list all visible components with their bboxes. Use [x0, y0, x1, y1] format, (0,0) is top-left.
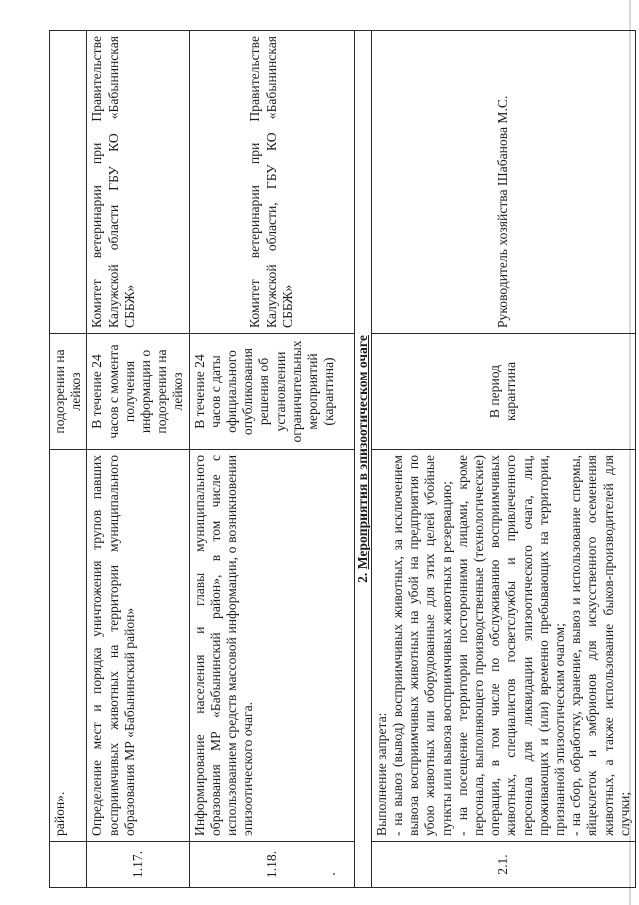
event-text: Определение мест и порядка уничтожения трупов павших восприимчивых животных на территории муниципального образования МР «Бабынинский район» [87, 450, 189, 842]
prohibition-item: - на посещение территории посторонними лицами, кроме персонала, выполняющего производственные (технологические) операции, в том числе по обслуживанию восприимчивых животных, специалистов госветслужбы и привлеченного персонала для ликвидации эпизоотического очага, лиц, проживающих и (или) временно пребывающих на территории, признанной эпизоотическим очагом; [454, 455, 568, 836]
measures-table [49, 30, 636, 888]
section-title: Мероприятия в эпизоотическом очаге [354, 335, 370, 570]
responsible-text [50, 31, 87, 334]
row-number: 1.18. [189, 842, 354, 888]
table-row [50, 31, 87, 888]
row-number [50, 842, 87, 888]
table-row [87, 31, 189, 888]
responsible-text: Комитет ветеринарии при Правительстве Калужской области ГБУ КО «Бабынинская СББЖ» [87, 31, 189, 334]
time-text: В период карантина [371, 334, 635, 450]
rotated-document-page [49, 31, 632, 888]
table-row [189, 31, 354, 888]
responsible-text: Руководитель хозяйства Шабанова М.С. [371, 31, 635, 334]
event-text: Информирование населения и главы муниципального образования МР «Бабынинский район», в том числе с использованием средств массовой информации, о возникновении эпизоотического очага. [189, 450, 354, 842]
prohibition-item: - на сбор, обработку, хранение, вывоз и использование спермы, яйцеклеток и эмбрионов для искусственного осеменения животных, а также использование быков-производителей для случки; [568, 455, 632, 836]
section-number: 2. [354, 572, 370, 583]
table-row [371, 31, 635, 888]
row-number: 1.17. [87, 842, 189, 888]
row-number: 2.1. [371, 842, 635, 888]
time-text: В течение 24 часов с момента получения информации о подозрении на лейкоз [87, 334, 189, 450]
section-heading [354, 31, 371, 888]
prohibition-item: - на вывоз (вывод) восприимчивых животных, за исключением вывоза восприимчивых животных на убой на предприятия по убою животных или оборудованные для этих целей убойные пункты или вывоза восприимчивых животных в резервацию; [390, 455, 454, 836]
event-intro: Выполнение запрета: [373, 712, 389, 836]
responsible-text: Комитет ветеринарии при Правительстве Калужской области, ГБУ КО «Бабынинская СББЖ» [189, 31, 354, 334]
time-text: В течение 24 часов с даты официального опубликования решения об установлении ограничительных мероприятий (карантина) [189, 334, 354, 450]
section-heading-row [354, 31, 371, 888]
time-text: подозрении на лейкоз [50, 334, 87, 450]
event-text [371, 450, 635, 842]
event-text: район». [50, 450, 87, 842]
